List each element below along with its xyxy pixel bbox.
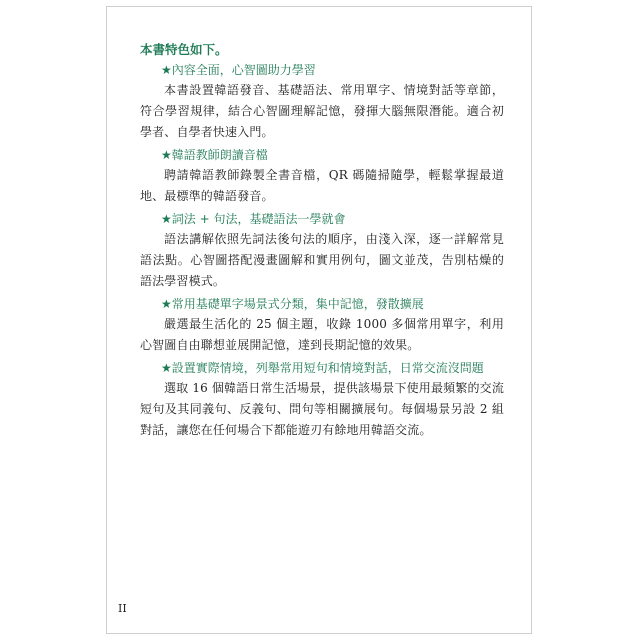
- feature-4: [140, 294, 504, 356]
- feature-heading: ★韓語教師朗讀音檔: [161, 148, 268, 162]
- feature-body: 嚴選最生活化的 25 個主題，收錄 1000 多個常用單字，利用心智圖自由聯想並展開記憶，達到長期記憶的效果。: [140, 317, 504, 352]
- feature-body: 聘請韓語教師錄製全書音檔，QR 碼隨掃隨學，輕鬆掌握最道地、最標準的韓語發音。: [140, 168, 504, 203]
- section-title: 本書特色如下。: [140, 42, 228, 57]
- feature-body: 語法講解依照先詞法後句法的順序，由淺入深，逐一詳解常見語法點。心智圖搭配漫畫圖解和實用例句，圖文並茂，告別枯燥的語法學習模式。: [140, 232, 504, 288]
- page-number: II: [118, 602, 127, 615]
- feature-3: [140, 209, 504, 292]
- feature-1: [140, 60, 504, 143]
- feature-body: 本書設置韓語發音、基礎語法、常用單字、情境對話等章節，符合學習規律，結合心智圖理解記憶，發揮大腦無限潛能。適合初學者、自學者快速入門。: [140, 83, 504, 139]
- feature-heading: ★詞法 + 句法，基礎語法一學就會: [161, 212, 346, 226]
- feature-body: 選取 16 個韓語日常生活場景，提供該場景下使用最頻繁的交流短句及其同義句、反義句、問句等相關擴展句。每個場景另設 2 組對話，讓您在任何場合下都能遊刃有餘地用韓語交流。: [140, 381, 504, 437]
- feature-heading: ★常用基礎單字場景式分類，集中記憶，發散擴展: [161, 297, 424, 311]
- feature-5: [140, 358, 504, 441]
- feature-heading: ★設置實際情境，列舉常用短句和情境對話，日常交流沒問題: [161, 361, 484, 375]
- features-section: [140, 40, 504, 443]
- feature-heading: ★內容全面，心智圖助力學習: [161, 63, 316, 77]
- feature-2: [140, 145, 504, 207]
